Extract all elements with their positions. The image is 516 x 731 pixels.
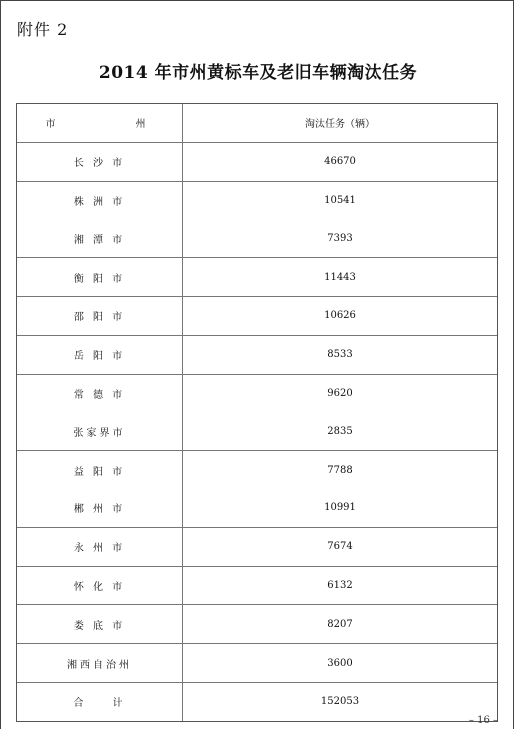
table-total-row — [17, 683, 497, 721]
quota-cell: 7674 — [327, 541, 353, 553]
city-cell: 娄 底 市 — [17, 605, 183, 643]
table-row — [17, 605, 497, 644]
city-cell: 衡 阳 市 — [17, 258, 183, 296]
city-cell: 岳 阳 市 — [17, 336, 183, 374]
column-header-quota: 淘汰任务（辆） — [305, 119, 375, 131]
column-header-city: 市 州 — [17, 104, 183, 142]
city-cell: 常 德 市 — [17, 375, 183, 413]
attachment-label: 附件 2 — [17, 20, 69, 39]
table-row — [17, 644, 497, 683]
table-row — [17, 528, 497, 567]
quota-cell: 10541 — [324, 194, 356, 206]
city-cell: 怀 化 市 — [17, 567, 183, 605]
city-cell: 湘 潭 市 — [17, 219, 183, 257]
table-row — [17, 375, 497, 413]
quota-cell: 2835 — [327, 425, 353, 437]
city-cell: 株 洲 市 — [17, 182, 183, 220]
task-table — [16, 103, 498, 722]
city-cell: 永 州 市 — [17, 528, 183, 566]
quota-cell: 8533 — [327, 349, 353, 361]
quota-cell: 46670 — [324, 156, 356, 168]
quota-cell: 3600 — [327, 657, 353, 669]
table-row — [17, 297, 497, 336]
city-cell: 长 沙 市 — [17, 143, 183, 181]
quota-cell: 11443 — [324, 271, 356, 283]
table-row — [17, 219, 497, 258]
table-header-row — [17, 104, 497, 143]
quota-cell: 8207 — [327, 618, 353, 630]
table-row — [17, 567, 497, 606]
quota-cell: 7393 — [327, 232, 353, 244]
page-number: – 16 – — [468, 715, 498, 726]
quota-cell: 7788 — [327, 464, 353, 476]
table-row — [17, 143, 497, 182]
table-row — [17, 258, 497, 297]
table-row — [17, 182, 497, 220]
quota-cell: 10626 — [324, 310, 356, 322]
total-quota-cell: 152053 — [320, 696, 360, 708]
table-row — [17, 489, 497, 528]
table-row — [17, 451, 497, 489]
city-cell: 邵 阳 市 — [17, 297, 183, 335]
table-row — [17, 336, 497, 375]
quota-cell: 10991 — [324, 502, 356, 514]
city-cell: 益 阳 市 — [17, 451, 183, 489]
city-cell: 湘西自治州 — [17, 644, 183, 682]
quota-cell: 6132 — [327, 579, 353, 591]
quota-cell: 9620 — [327, 387, 353, 399]
city-cell: 郴 州 市 — [17, 489, 183, 527]
table-row — [17, 412, 497, 451]
city-cell: 张家界市 — [17, 412, 183, 450]
page-title: 2014 年市州黄标车及老旧车辆淘汰任务 — [98, 63, 418, 83]
total-label-cell: 合 计 — [17, 683, 183, 721]
